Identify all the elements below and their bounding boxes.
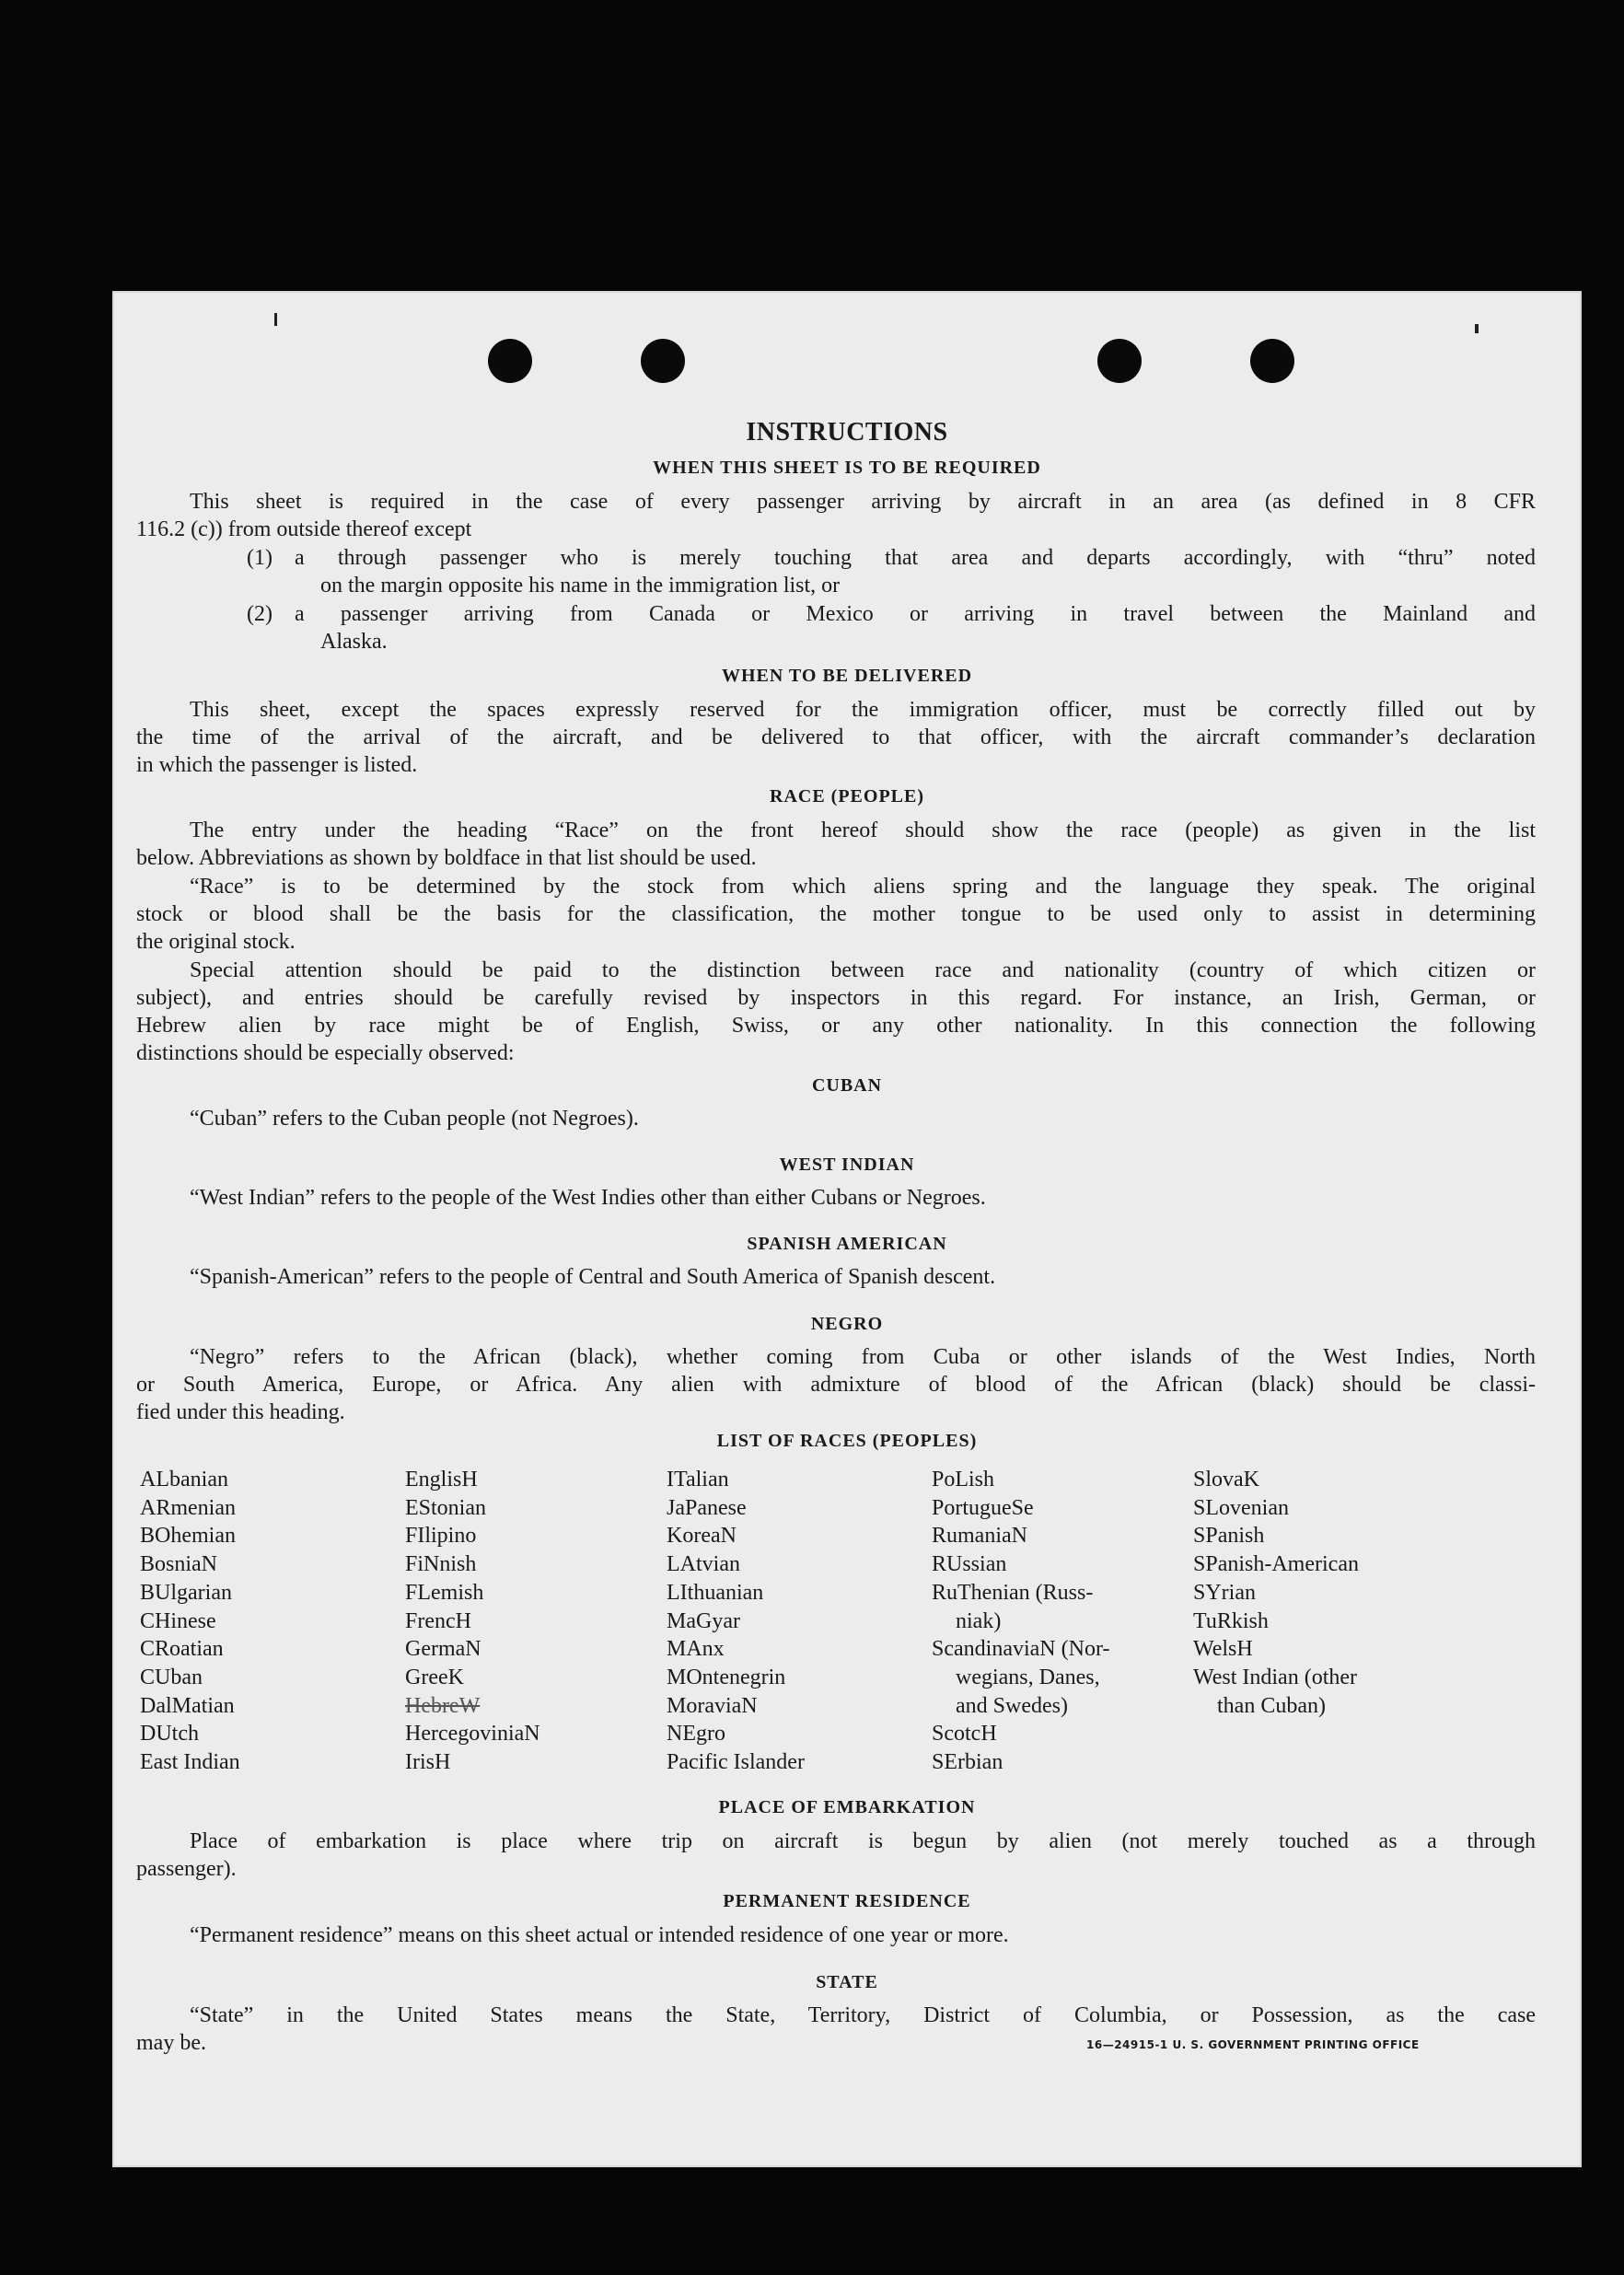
heading-when-delivered: WHEN TO BE DELIVERED [721, 666, 973, 686]
race-entry: SlovaK [1193, 1468, 1259, 1492]
race-entry: SErbian [932, 1750, 1003, 1775]
paragraph-state: “State” in the United States means the State, Territory, District of Columbia, or Possession, as the case may be. [136, 2003, 1536, 2055]
race-entry: East Indian [140, 1750, 240, 1775]
punch-hole [1250, 339, 1294, 383]
race-entry: ScotcH [932, 1722, 997, 1747]
race-entry: FrencH [405, 1608, 471, 1633]
race-entry: DUtch [140, 1722, 199, 1747]
heading-cuban: CUBAN [811, 1075, 883, 1096]
race-entry: LAtvian [667, 1552, 740, 1577]
race-entry: SPanish [1193, 1524, 1265, 1549]
race-entry: CUban [140, 1665, 203, 1689]
races-column-1 [140, 1466, 240, 1777]
race-entry: JaPanese [667, 1495, 747, 1520]
paragraph-spanish-american: “Spanish-American” refers to the people of Central and South America of Spanish descent. [190, 1265, 996, 1289]
speck [274, 313, 277, 326]
race-entry: MoraviaN [667, 1693, 758, 1718]
race-entry: WelsH [1193, 1637, 1253, 1662]
speck [1475, 324, 1479, 333]
paragraph-cuban: “Cuban” refers to the Cuban people (not Negroes). [190, 1107, 639, 1131]
paragraph-embarkation: Place of embarkation is place where trip on aircraft is begun by alien (not merely touched as a through passenger). [136, 1829, 1536, 1881]
race-entry: ALbanian [140, 1468, 228, 1492]
heading-state: STATE [816, 1972, 878, 1992]
race-entry: Pacific Islander [667, 1750, 805, 1775]
race-entry: BosniaN [140, 1552, 217, 1577]
race-entry: HercegoviniaN [405, 1722, 540, 1747]
document-page [112, 291, 1582, 2167]
race-entry: ScandinaviaN (Nor- [932, 1637, 1110, 1662]
race-entry: FiNnish [405, 1552, 477, 1577]
race-entry: and Swedes) [956, 1693, 1068, 1718]
race-entry: FLemish [405, 1580, 484, 1605]
race-entry: KoreaN [667, 1524, 737, 1549]
race-entry: MAnx [667, 1637, 725, 1662]
race-entry: SPanish-American [1193, 1552, 1359, 1577]
race-entry: West Indian (other [1193, 1665, 1358, 1689]
race-entry: BOhemian [140, 1524, 236, 1549]
paragraph-when-delivered: This sheet, except the spaces expressly reserved for the immigration officer, must be correctly filled out by the time of the arrival of the aircraft, and be delivered to that officer, with the aircraft commander’s declaration in which the passenger is listed. [136, 698, 1536, 777]
race-entry: CHinese [140, 1608, 216, 1633]
race-entry: MaGyar [667, 1608, 740, 1633]
race-entry: wegians, Danes, [956, 1665, 1100, 1689]
race-entry: FIlipino [405, 1524, 477, 1549]
races-column-4 [932, 1466, 1109, 1777]
race-entry: RumaniaN [932, 1524, 1027, 1549]
paragraph-race-1: The entry under the heading “Race” on the front hereof should show the race (people) as given in the list below. Abbreviations as shown by boldface in that list should be used. [136, 818, 1536, 870]
printer-imprint: 16—24915-1 U. S. GOVERNMENT PRINTING OFFICE [1086, 2038, 1420, 2051]
race-entry: NEgro [667, 1722, 725, 1747]
punch-hole [641, 339, 685, 383]
race-entry: ITalian [667, 1468, 729, 1492]
race-entry: DalMatian [140, 1693, 235, 1718]
page-title: INSTRUCTIONS [746, 418, 948, 447]
list-num: (2) [247, 602, 273, 626]
race-entry: RUssian [932, 1552, 1007, 1577]
paragraph-west-indian: “West Indian” refers to the people of the West Indies other than either Cubans or Negroes. [190, 1186, 986, 1210]
paragraph-when-required: This sheet is required in the case of every passenger arriving by aircraft in an area (as defined in 8 CFR 116.2 (c)) from outside thereof except [136, 490, 1536, 541]
race-entry: MOntenegrin [667, 1665, 786, 1689]
list-item: a through passenger who is merely touching that area and departs accordingly, with “thru” noted on the margin opposite his name in the immigration list, or [295, 546, 1536, 598]
races-column-3 [667, 1466, 805, 1777]
race-entry: SYrian [1193, 1580, 1256, 1605]
heading-negro: NEGRO [810, 1314, 884, 1334]
races-column-2 [405, 1466, 540, 1777]
paragraph-race-3: Special attention should be paid to the distinction between race and nationality (country of which citizen or subject), and entries should be carefully revised by inspectors in this regard. For instance, an Irish, German, or Hebrew alien by race might be of English, Swiss, or any other nationality. In this connection the following distinctions should be especially observed: [136, 958, 1536, 1065]
race-entry: PoLish [932, 1468, 995, 1492]
races-column-5 [1193, 1466, 1359, 1720]
paragraph-race-2: “Race” is to be determined by the stock from which aliens spring and the language they speak. The original stock or blood shall be the basis for the classification, the mother tongue to be used only to assist in determining the original stock. [136, 875, 1536, 954]
punch-hole [1097, 339, 1142, 383]
list-num: (1) [247, 546, 273, 570]
heading-when-required: WHEN THIS SHEET IS TO BE REQUIRED [653, 458, 1041, 478]
race-entry: GermaN [405, 1637, 481, 1662]
punch-hole [488, 339, 532, 383]
race-entry-struck: HebreW [405, 1693, 481, 1718]
race-entry: PortugueSe [932, 1495, 1034, 1520]
race-entry: EnglisH [405, 1468, 478, 1492]
heading-list-of-races: LIST OF RACES (PEOPLES) [716, 1431, 978, 1451]
paragraph-negro: “Negro” refers to the African (black), whether coming from Cuba or other islands of the West Indies, North or South America, Europe, or Africa. Any alien with admixture of blood of the African (black) should be classi- fied under this heading. [136, 1345, 1536, 1424]
heading-embarkation: PLACE OF EMBARKATION [718, 1797, 976, 1817]
race-entry: EStonian [405, 1495, 486, 1520]
heading-race: RACE (PEOPLE) [770, 786, 924, 807]
race-entry: than Cuban) [1217, 1693, 1326, 1718]
race-entry: BUlgarian [140, 1580, 232, 1605]
race-entry: IrisH [405, 1750, 451, 1775]
race-entry: GreeK [405, 1665, 464, 1689]
paragraph-permanent-residence: “Permanent residence” means on this sheet actual or intended residence of one year or more. [190, 1923, 1009, 1947]
heading-permanent-residence: PERMANENT RESIDENCE [723, 1891, 971, 1911]
heading-west-indian: WEST INDIAN [779, 1155, 915, 1175]
race-entry: ARmenian [140, 1495, 236, 1520]
list-item: a passenger arriving from Canada or Mexico or arriving in travel between the Mainland and Alaska. [295, 602, 1536, 654]
race-entry: niak) [956, 1608, 1002, 1633]
heading-spanish-american: SPANISH AMERICAN [747, 1234, 947, 1254]
race-entry: SLovenian [1193, 1495, 1289, 1520]
race-entry: TuRkish [1193, 1608, 1269, 1633]
race-entry: LIthuanian [667, 1580, 764, 1605]
race-entry: CRoatian [140, 1637, 224, 1662]
race-entry: RuThenian (Russ- [932, 1580, 1094, 1605]
